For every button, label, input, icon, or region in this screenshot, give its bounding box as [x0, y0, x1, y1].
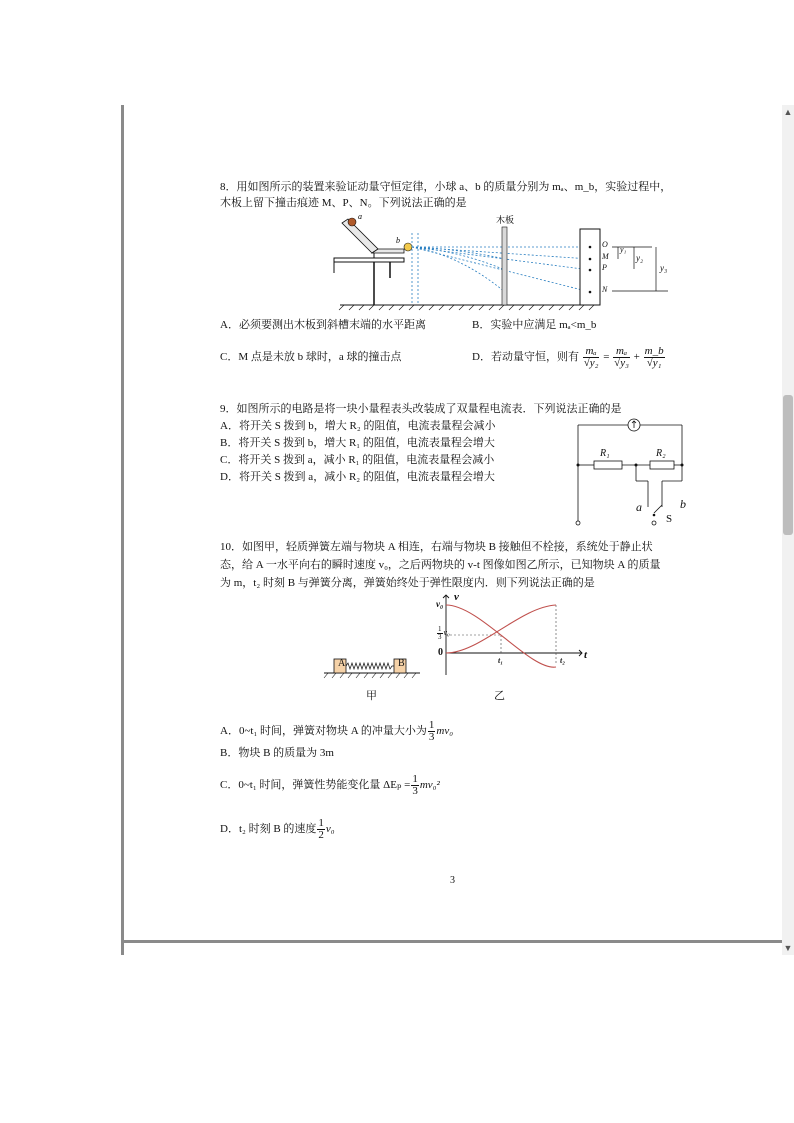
- q8-point-o: O: [602, 240, 608, 249]
- q10-t-axis-label: t: [584, 649, 588, 661]
- q10-option-d-text: D．t₂ 时刻 B 的速度: [220, 823, 317, 835]
- q10-block-b-label: B: [398, 658, 405, 669]
- q9-option-a: A．将开关 S 拨到 b，增大 R₂ 的阻值，电流表量程会减小: [220, 420, 496, 432]
- q8-option-a: A．必须要测出木板到斜槽末端的水平距离: [220, 319, 426, 331]
- q10-origin-label: 0: [438, 647, 443, 658]
- q10-v0-tick: v₀: [436, 599, 444, 609]
- q9-terminal-a: a: [636, 500, 642, 514]
- q8-d-frac-1: $\frac{\text{mₐ}}{\text{√y₂}}$: [583, 344, 599, 369]
- q10-option-d-tail: v₀: [325, 823, 335, 835]
- q10-option-c-text: C．0~t₁ 时间，弹簧性势能变化量 ΔEₚ =: [220, 779, 411, 791]
- q10-stem-line1: 10．如图甲，轻质弹簧左端与物块 A 相连，右端与物块 B 接触但不栓接，系统处于静止状: [220, 541, 653, 553]
- q8-option-c: C．M 点是未放 b 球时，a 球的撞击点: [220, 351, 402, 363]
- scroll-thumb[interactable]: [783, 395, 793, 535]
- q8-d-equals: =: [603, 351, 610, 363]
- q8-d-plus: +: [633, 351, 640, 363]
- q8-ball-a-label: a: [358, 213, 362, 221]
- q10-spring-blocks-figure: [322, 653, 422, 679]
- q8-y3-label: y₃: [660, 263, 668, 273]
- q10-option-b: B．物块 B 的质量为 3m: [220, 747, 334, 759]
- q8-ball-b-label: b: [396, 236, 400, 245]
- q8-point-n: N: [602, 285, 608, 294]
- page-bottom-edge: [121, 940, 782, 943]
- q10-v-axis-label: v: [454, 591, 459, 603]
- q10-option-c-tail: mv₀²: [419, 779, 440, 791]
- q10-stem-line3: 为 m，t₂ 时刻 B 与弹簧分离，弹簧始终处于弹性限度内．则下列说法正确的是: [220, 577, 595, 589]
- q8-board-label: 木板: [496, 215, 515, 225]
- q8-d-frac-2: $\frac{\text{mₐ}}{\text{√y₃}}$: [614, 344, 629, 369]
- q10-t1-tick: t₁: [498, 656, 504, 665]
- q10-vt-graph: [440, 591, 590, 677]
- vertical-scrollbar[interactable]: [782, 105, 794, 955]
- q9-switch-s-label: S: [666, 513, 673, 525]
- q9-option-c: C．将开关 S 拨到 a，减小 R₁ 的阻值，电流表量程会减小: [220, 454, 495, 466]
- q8-y2-label: y₂: [636, 253, 644, 263]
- q8-d-frac-3: $\frac{m\_b}{\text{√y₁}}$: [644, 344, 664, 369]
- q10-option-d: [220, 815, 335, 843]
- q8-stem-line1: 8．用如图所示的装置来验证动量守恒定律，小球 a、b 的质量分别为 mₐ、m_b，实验过程中，: [220, 181, 672, 193]
- q10-t2-tick: t₂: [560, 656, 566, 665]
- document-page: [124, 105, 782, 940]
- q10-stem-line2: 态，给 A 一水平向右的瞬时速度 v₀，之后两物块的 v-t 图像如图乙所示，已知物块 A 的质量: [220, 559, 661, 571]
- q9-stem: 9．如图所示的电路是将一块小量程表头改装成了双量程电流表．下列说法正确的是: [220, 403, 622, 415]
- q8-option-d: [472, 341, 666, 373]
- q9-terminal-b: b: [680, 497, 686, 511]
- q9-r1-label: R₁: [600, 448, 610, 459]
- q8-collision-apparatus-figure: [330, 213, 610, 311]
- q10-option-a-tail: mv₀: [436, 725, 454, 737]
- q10-option-a: [220, 717, 453, 745]
- q8-point-m: M: [602, 252, 609, 261]
- q9-r2-label: R₂: [656, 448, 666, 459]
- page-number: 3: [450, 875, 455, 886]
- q8-stem-line2: 木板上留下撞击痕迹 M、P、N。下列说法正确的是: [220, 197, 467, 209]
- q10-third-v0-tick: $\frac{1}{3}$ v₀: [438, 625, 450, 641]
- q10-block-a-label: A: [338, 658, 346, 669]
- q8-point-p: P: [602, 263, 607, 272]
- q10-option-c-fraction: $\frac{1}{3}$: [412, 772, 418, 797]
- scroll-down-arrow-icon[interactable]: ▼: [783, 943, 793, 953]
- q10-figure-yi-caption: 乙: [494, 690, 505, 702]
- q10-option-c: [220, 771, 440, 799]
- q10-option-d-fraction: $\frac{1}{2}$: [318, 816, 324, 841]
- q10-option-a-text: A．0~t₁ 时间，弹簧对物块 A 的冲量大小为: [220, 725, 427, 737]
- q8-option-b: B．实验中应满足 mₐ<m_b: [472, 319, 597, 331]
- q10-option-a-fraction: $\frac{1}{3}$: [428, 718, 435, 743]
- q9-option-d: D．将开关 S 拨到 a，减小 R₂ 的阻值，电流表量程会增大: [220, 471, 495, 483]
- q8-option-d-prefix: D．若动量守恒，则有: [472, 351, 579, 363]
- q8-y1-label: y₁: [620, 245, 627, 254]
- scroll-up-arrow-icon[interactable]: ▲: [783, 107, 793, 117]
- q9-option-b: B．将开关 S 拨到 b，增大 R₁ 的阻值，电流表量程会增大: [220, 437, 495, 449]
- q10-figure-jia-caption: 甲: [366, 690, 377, 702]
